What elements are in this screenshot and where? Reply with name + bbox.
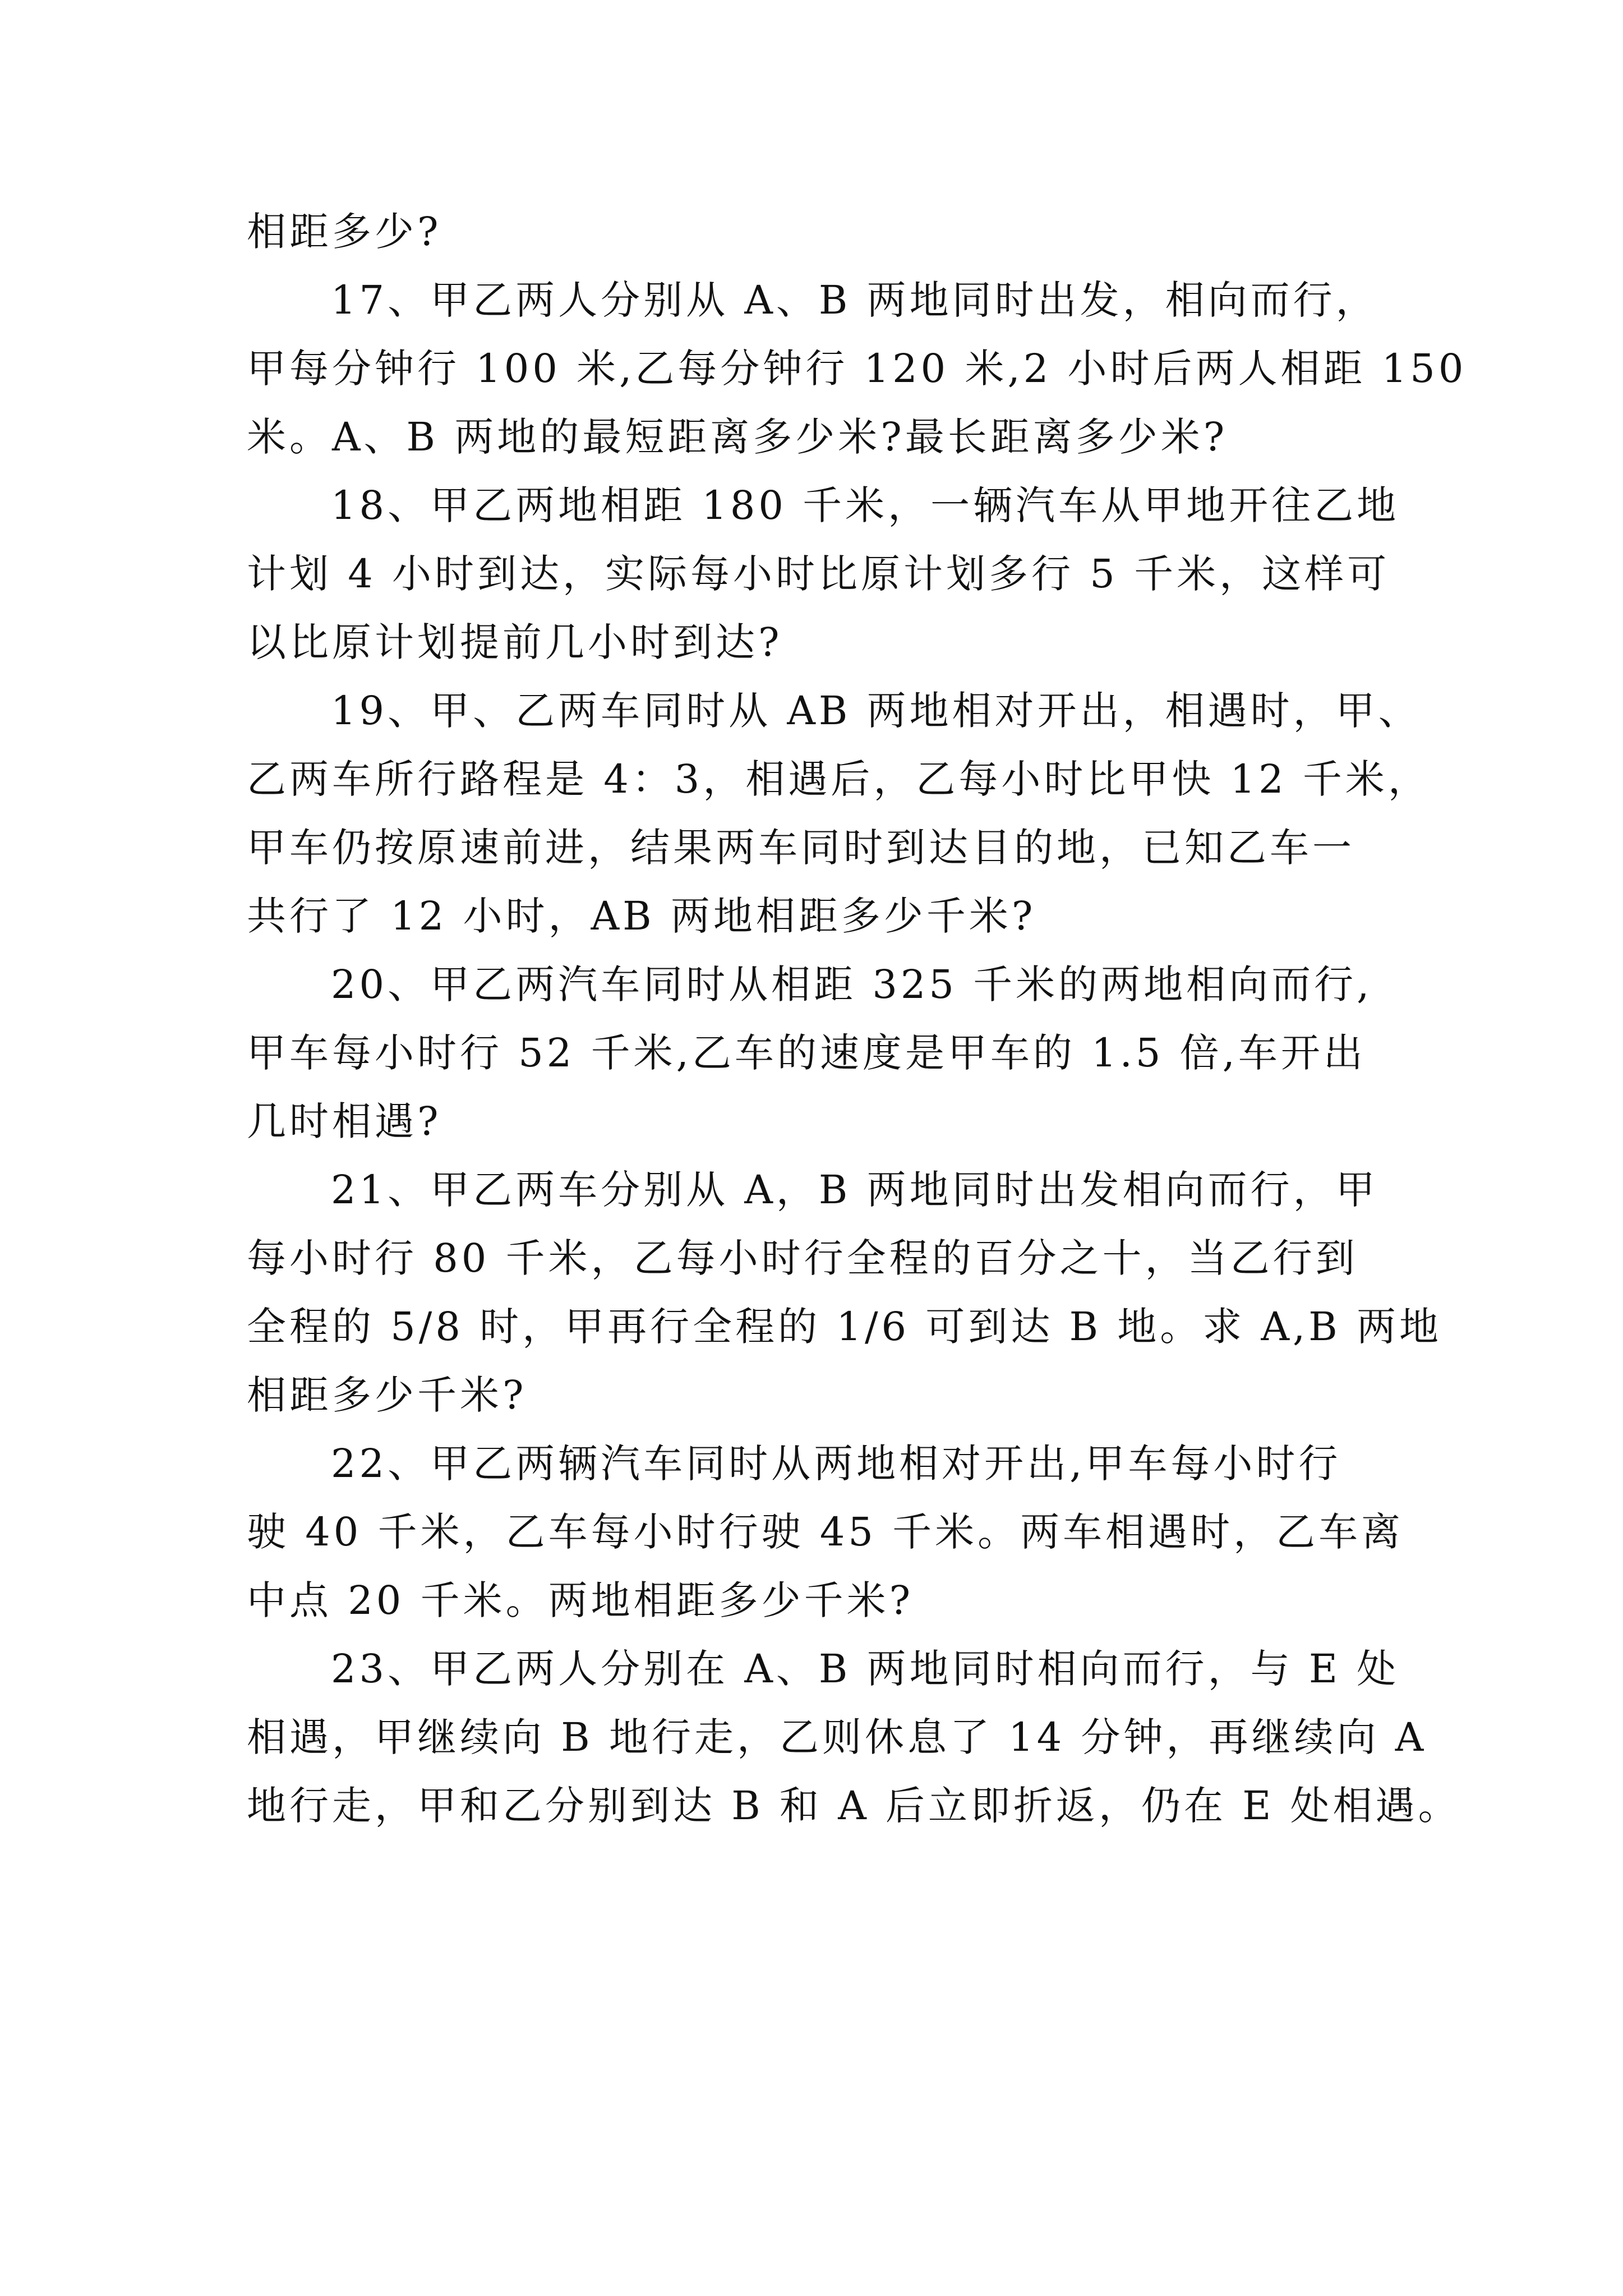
text-line: 20、甲乙两汽车同时从相距 325 千米的两地相向而行, bbox=[331, 961, 1373, 1007]
text-line: 相距多少? bbox=[247, 209, 442, 255]
text-line: 21、甲乙两车分别从 A，B 两地同时出发相向而行，甲 bbox=[331, 1167, 1378, 1213]
text-line: 中点 20 千米。两地相距多少千米? bbox=[247, 1577, 914, 1623]
text-line: 甲每分钟行 100 米,乙每分钟行 120 米,2 小时后两人相距 150 bbox=[247, 346, 1467, 392]
text-line: 每小时行 80 千米，乙每小时行全程的百分之十，当乙行到 bbox=[247, 1235, 1358, 1281]
text-line: 乙两车所行路程是 4：3，相遇后，乙每小时比甲快 12 千米， bbox=[247, 756, 1431, 802]
text-line: 地行走，甲和乙分别到达 B 和 A 后立即折返，仍在 E 处相遇。 bbox=[247, 1783, 1461, 1829]
text-line: 甲车每小时行 52 千米,乙车的速度是甲车的 1.5 倍,车开出 bbox=[247, 1030, 1366, 1076]
question-23 bbox=[247, 1635, 1461, 1840]
text-line: 19、甲、乙两车同时从 AB 两地相对开出，相遇时，甲、 bbox=[331, 688, 1421, 734]
text-line: 23、甲乙两人分别在 A、B 两地同时相向而行，与 E 处 bbox=[331, 1646, 1400, 1692]
text-line: 以比原计划提前几小时到达? bbox=[247, 619, 783, 665]
paragraph-continued bbox=[247, 197, 1391, 266]
question-21 bbox=[247, 1156, 1442, 1429]
text-line: 22、甲乙两辆汽车同时从两地相对开出,甲车每小时行 bbox=[331, 1441, 1341, 1487]
question-20 bbox=[247, 950, 1391, 1156]
text-line: 18、甲乙两地相距 180 千米，一辆汽车从甲地开往乙地 bbox=[331, 482, 1400, 528]
text-line: 相遇，甲继续向 B 地行走，乙则休息了 14 分钟，再继续向 A bbox=[247, 1714, 1427, 1760]
text-line: 驶 40 千米，乙车每小时行驶 45 千米。两车相遇时，乙车离 bbox=[247, 1509, 1404, 1555]
question-18 bbox=[247, 471, 1400, 677]
text-line: 甲车仍按原速前进，结果两车同时到达目的地，已知乙车一 bbox=[247, 825, 1355, 871]
document-body bbox=[247, 197, 1467, 1840]
text-line: 17、甲乙两人分别从 A、B 两地同时出发，相向而行， bbox=[331, 277, 1378, 323]
text-line: 相距多少千米? bbox=[247, 1372, 527, 1418]
question-17 bbox=[247, 266, 1467, 471]
question-19 bbox=[247, 677, 1431, 950]
text-line: 全程的 5/8 时，甲再行全程的 1/6 可到达 B 地。求 A,B 两地 bbox=[247, 1304, 1442, 1350]
text-line: 共行了 12 小时，AB 两地相距多少千米? bbox=[247, 893, 1036, 939]
text-line: 计划 4 小时到达，实际每小时比原计划多行 5 千米，这样可 bbox=[247, 551, 1390, 597]
text-line: 几时相遇? bbox=[247, 1098, 442, 1144]
question-22 bbox=[247, 1429, 1404, 1635]
text-line: 米。A、B 两地的最短距离多少米?最长距离多少米? bbox=[247, 414, 1228, 460]
